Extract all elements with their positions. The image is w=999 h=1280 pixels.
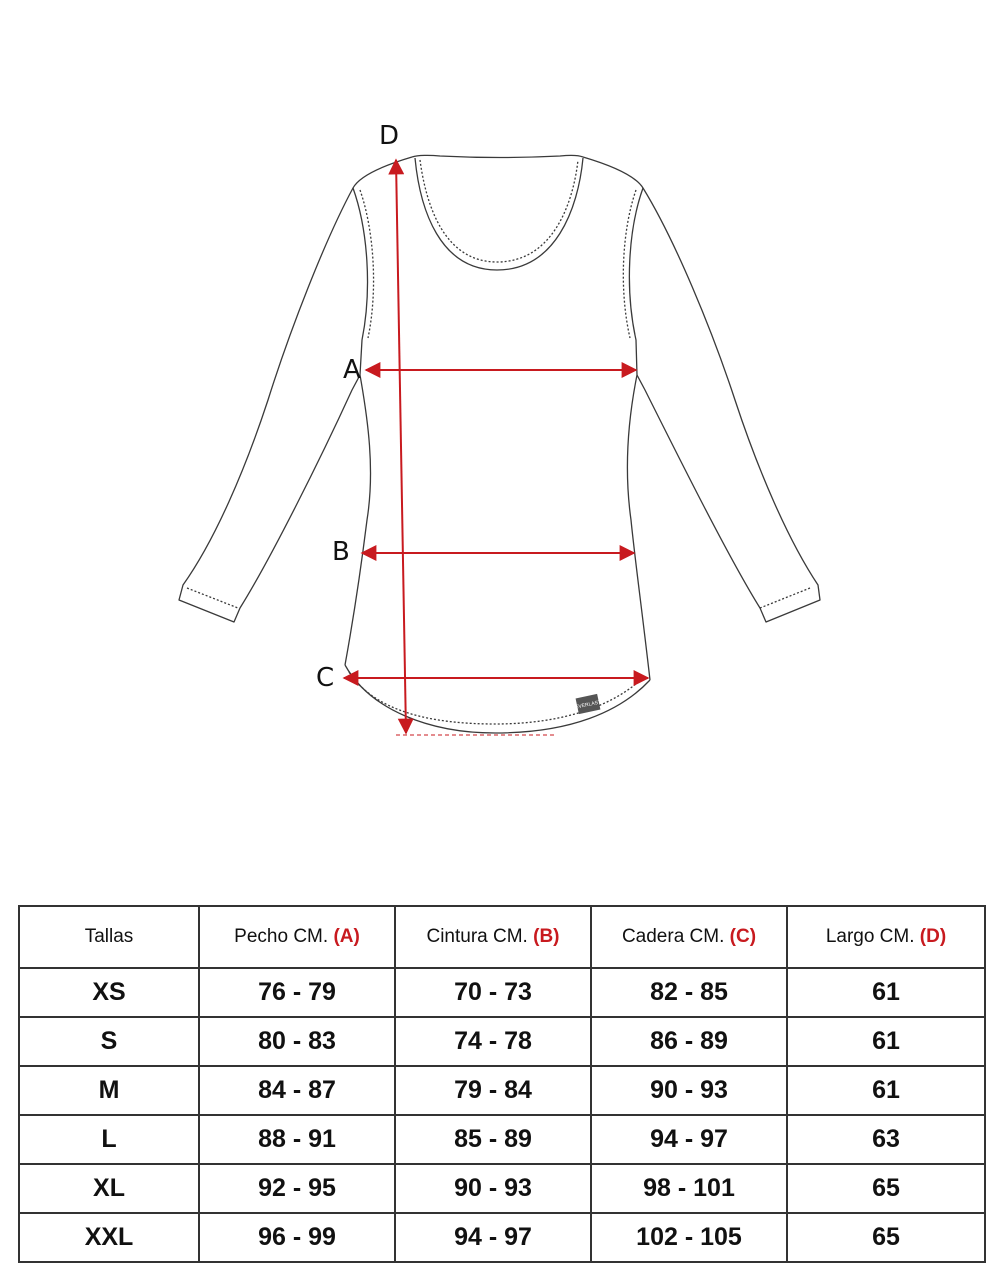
cell-cintura: 85 - 89 — [395, 1115, 591, 1164]
table-row — [19, 1213, 985, 1262]
cell-cadera: 98 - 101 — [591, 1164, 787, 1213]
label-c: C — [316, 663, 335, 693]
cell-cadera: 90 - 93 — [591, 1066, 787, 1115]
cell-largo: 65 — [787, 1164, 985, 1213]
measurement-lines — [344, 160, 648, 735]
table-row — [19, 1017, 985, 1066]
size-table — [18, 905, 986, 1263]
table-header-row — [19, 906, 985, 968]
body-left-side — [345, 188, 371, 665]
cell-pecho: 88 - 91 — [199, 1115, 395, 1164]
neckline-outer — [412, 155, 583, 157]
cell-cadera: 82 - 85 — [591, 968, 787, 1017]
cell-cintura: 94 - 97 — [395, 1213, 591, 1262]
label-a: A — [343, 355, 361, 385]
cell-largo: 65 — [787, 1213, 985, 1262]
cell-largo: 63 — [787, 1115, 985, 1164]
cell-pecho: 76 - 79 — [199, 968, 395, 1017]
cell-largo: 61 — [787, 1017, 985, 1066]
cell-pecho: 84 - 87 — [199, 1066, 395, 1115]
cell-size: XXL — [19, 1213, 199, 1262]
label-d: D — [379, 121, 400, 151]
hem-stitch — [349, 672, 645, 724]
brand-tag — [575, 694, 602, 714]
cell-size: M — [19, 1066, 199, 1115]
cell-cadera: 86 - 89 — [591, 1017, 787, 1066]
cell-cintura: 79 - 84 — [395, 1066, 591, 1115]
table-row — [19, 1115, 985, 1164]
table-row — [19, 968, 985, 1017]
table-row — [19, 1164, 985, 1213]
measure-line-d — [396, 160, 406, 733]
cell-pecho: 96 - 99 — [199, 1213, 395, 1262]
label-b: B — [332, 537, 350, 567]
header-pecho: Pecho CM. (A) — [199, 906, 395, 968]
neckline-inner — [415, 158, 583, 270]
svg-text:EVERLAST: EVERLAST — [574, 699, 602, 711]
cell-pecho: 80 - 83 — [199, 1017, 395, 1066]
header-cadera: Cadera CM. (C) — [591, 906, 787, 968]
cell-size: S — [19, 1017, 199, 1066]
left-cuff-stitch — [187, 588, 238, 608]
cell-cadera: 94 - 97 — [591, 1115, 787, 1164]
cell-largo: 61 — [787, 1066, 985, 1115]
cell-size: XL — [19, 1164, 199, 1213]
cell-size: XS — [19, 968, 199, 1017]
cell-cintura: 90 - 93 — [395, 1164, 591, 1213]
header-largo: Largo CM. (D) — [787, 906, 985, 968]
header-cintura: Cintura CM. (B) — [395, 906, 591, 968]
cell-size: L — [19, 1115, 199, 1164]
right-cuff-stitch — [760, 588, 810, 608]
header-tallas: Tallas — [19, 906, 199, 968]
cell-cintura: 70 - 73 — [395, 968, 591, 1017]
body-right-side — [627, 188, 650, 680]
table-row — [19, 1066, 985, 1115]
cell-cadera: 102 - 105 — [591, 1213, 787, 1262]
hem — [345, 665, 650, 733]
shirt-outline — [179, 155, 820, 733]
cell-cintura: 74 - 78 — [395, 1017, 591, 1066]
neckline-stitch — [420, 160, 578, 262]
cell-largo: 61 — [787, 968, 985, 1017]
cell-pecho: 92 - 95 — [199, 1164, 395, 1213]
